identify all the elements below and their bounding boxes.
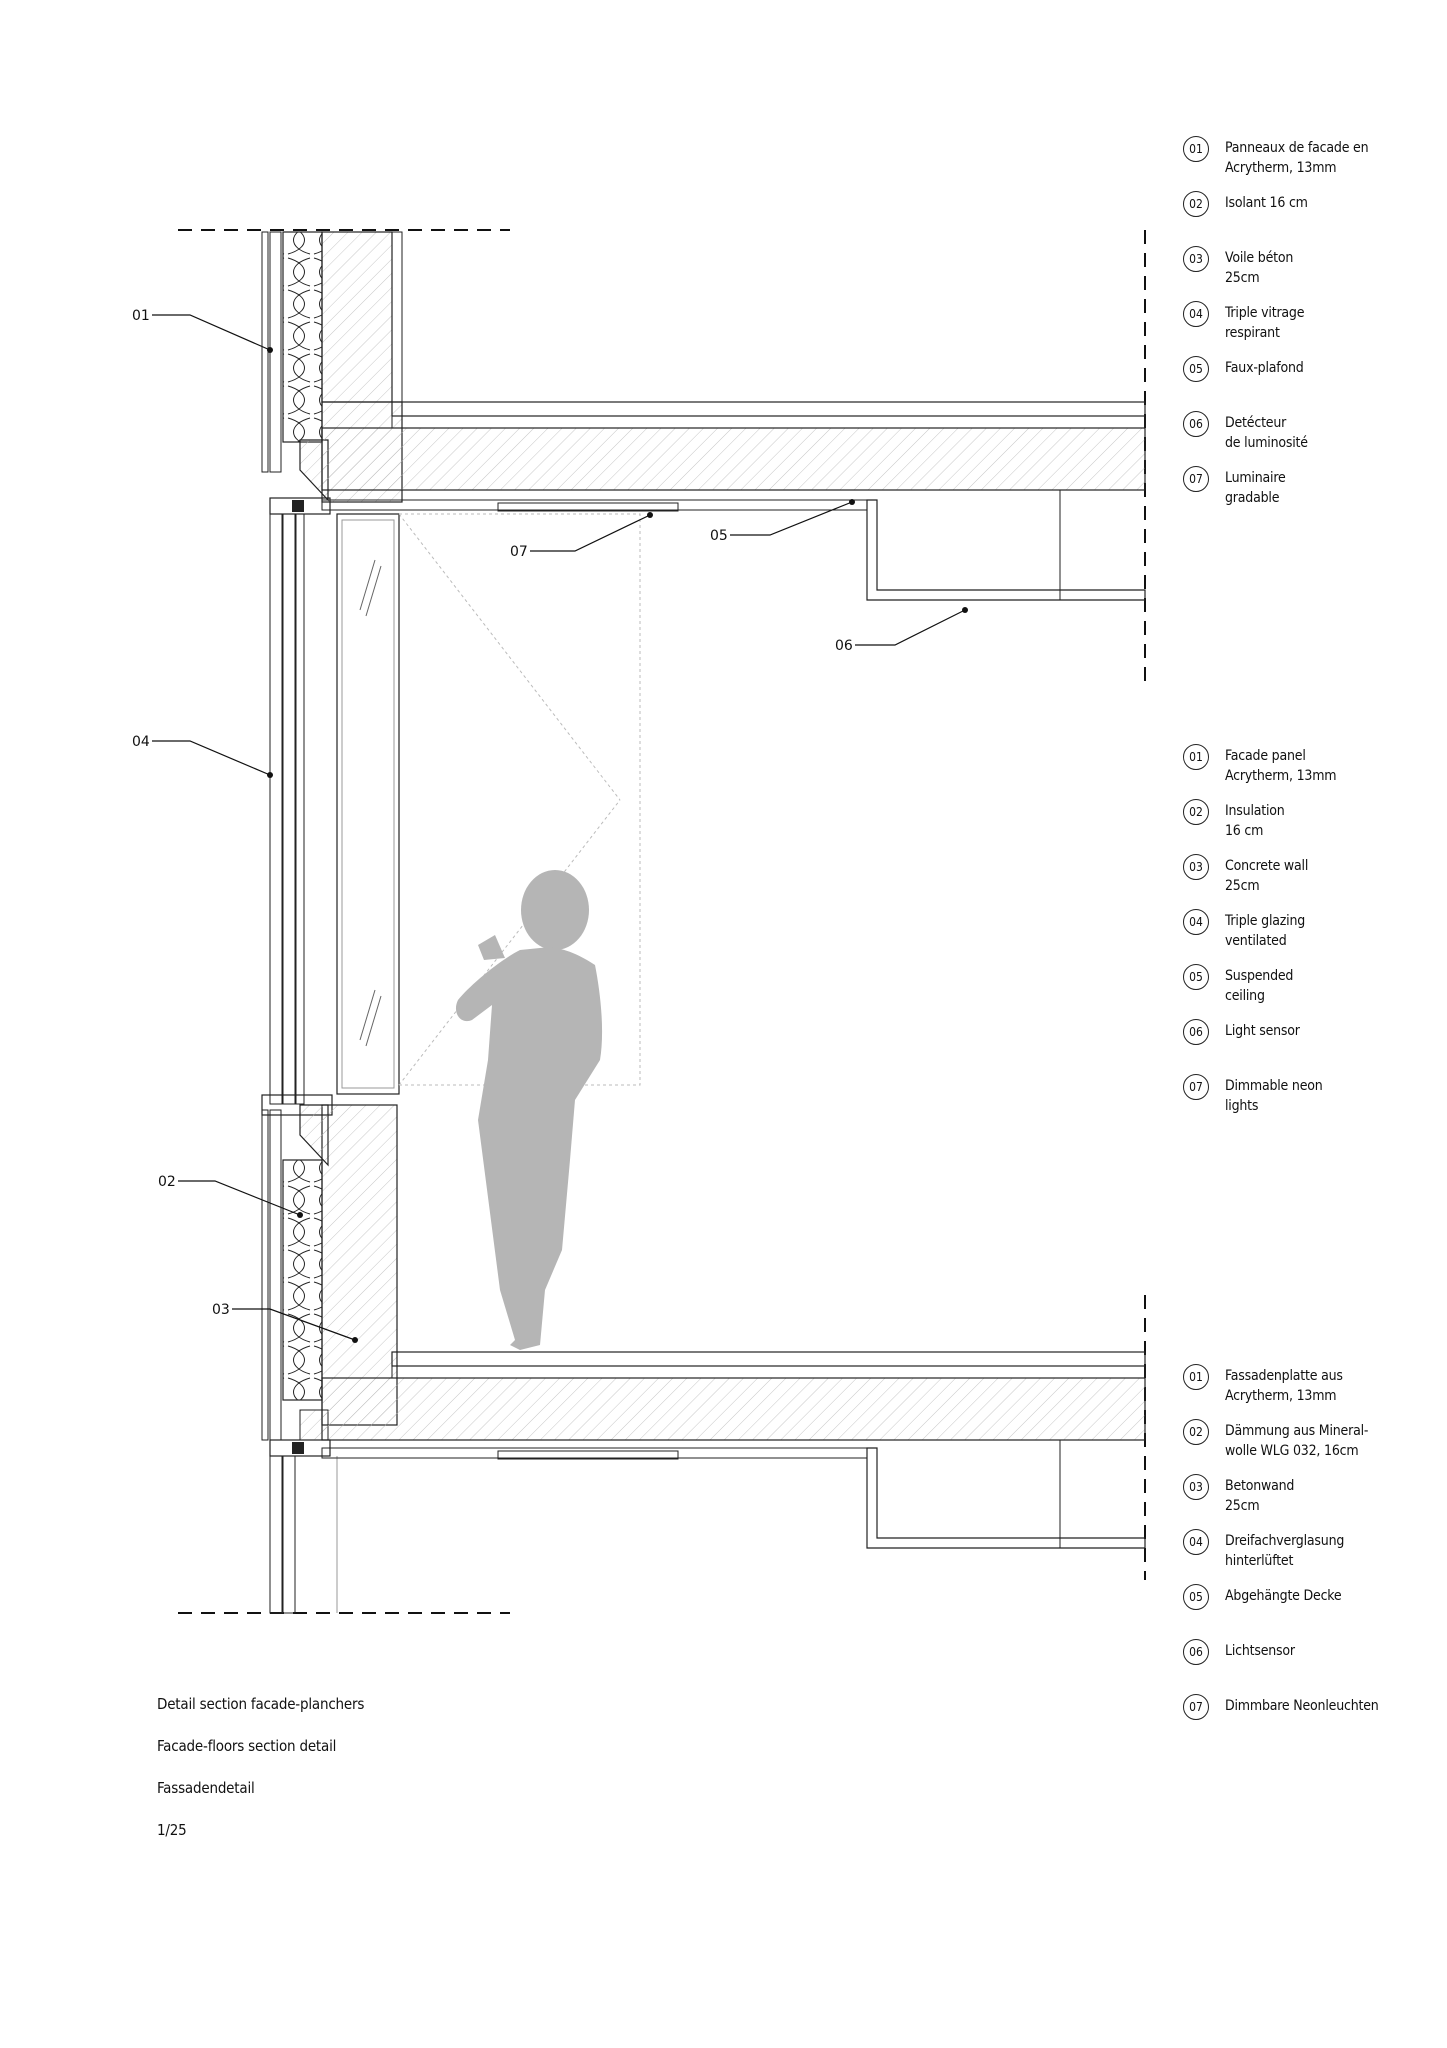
- legend-number: 04: [1183, 1529, 1209, 1555]
- legend-item: [1183, 411, 1443, 451]
- legend-item: [1183, 1019, 1443, 1059]
- lower-wall: [262, 1095, 397, 1613]
- legend-text: Detécteur de luminosité: [1225, 415, 1308, 451]
- legend-number: 01: [1183, 1364, 1209, 1390]
- legend-text: Insulation 16 cm: [1225, 803, 1285, 839]
- legend-item: [1183, 191, 1443, 231]
- legend-text: Dimmbare Neonleuchten: [1225, 1698, 1379, 1714]
- legend-text: Isolant 16 cm: [1225, 195, 1308, 211]
- caption-english: Facade-floors section detail: [157, 1737, 337, 1755]
- legend-text: Light sensor: [1225, 1023, 1300, 1039]
- legend-item: [1183, 1419, 1443, 1459]
- legend-item: [1183, 136, 1443, 176]
- legend-item: [1183, 964, 1443, 1004]
- legend-text: Faux-plafond: [1225, 360, 1304, 376]
- legend-number: 06: [1183, 1019, 1209, 1045]
- legend-item: [1183, 799, 1443, 839]
- legend-item: [1183, 1584, 1443, 1624]
- legend-text: Dämmung aus Mineral- wolle WLG 032, 16cm: [1225, 1423, 1369, 1459]
- callout-number: 05: [710, 528, 728, 544]
- callout-number: 06: [835, 638, 853, 654]
- callout-number: 07: [510, 544, 528, 560]
- legend-item: [1183, 1364, 1443, 1404]
- legend-item: [1183, 744, 1443, 784]
- legend-text: Betonwand 25cm: [1225, 1478, 1295, 1514]
- legend-number: 07: [1183, 1694, 1209, 1720]
- legend-item: [1183, 466, 1443, 506]
- legend-number: 02: [1183, 191, 1209, 217]
- legend-text: Panneaux de facade en Acrytherm, 13mm: [1225, 140, 1369, 176]
- caption-french: Detail section facade-planchers: [157, 1695, 365, 1713]
- legend-number: 05: [1183, 964, 1209, 990]
- legend-text: Voile béton 25cm: [1225, 250, 1294, 286]
- legend-text: Facade panel Acrytherm, 13mm: [1225, 748, 1337, 784]
- legend-text: Abgehängte Decke: [1225, 1588, 1342, 1604]
- legend-number: 01: [1183, 744, 1209, 770]
- callout-number: 01: [132, 308, 150, 324]
- legend-item: [1183, 1694, 1443, 1734]
- legend-text: Luminaire gradable: [1225, 470, 1286, 506]
- legend-number: 05: [1183, 356, 1209, 382]
- legend-text: Concrete wall 25cm: [1225, 858, 1309, 894]
- legend-number: 03: [1183, 854, 1209, 880]
- legend-item: [1183, 909, 1443, 949]
- legend-item: [1183, 301, 1443, 341]
- legend-number: 06: [1183, 1639, 1209, 1665]
- legend-item: [1183, 1474, 1443, 1514]
- legend-number: 03: [1183, 246, 1209, 272]
- legend-text: Fassadenplatte aus Acrytherm, 13mm: [1225, 1368, 1343, 1404]
- upper-slab: [322, 402, 1145, 600]
- callout-number: 02: [158, 1174, 176, 1190]
- legend-text: Triple vitrage respirant: [1225, 305, 1305, 341]
- legend-item: [1183, 356, 1443, 396]
- legend-text: Dreifachverglasung hinterlüftet: [1225, 1533, 1345, 1569]
- legend-item: [1183, 1529, 1443, 1569]
- legend-item: [1183, 1074, 1443, 1114]
- legend-number: 07: [1183, 1074, 1209, 1100]
- legend-number: 03: [1183, 1474, 1209, 1500]
- legend-number: 02: [1183, 1419, 1209, 1445]
- legend-text: Suspended ceiling: [1225, 968, 1294, 1004]
- legend-item: [1183, 854, 1443, 894]
- legend-number: 02: [1183, 799, 1209, 825]
- legend-number: 07: [1183, 466, 1209, 492]
- callout-number: 04: [132, 734, 150, 750]
- legend-item: [1183, 246, 1443, 286]
- legend-number: 05: [1183, 1584, 1209, 1610]
- caption-scale: 1/25: [157, 1821, 187, 1839]
- legend-number: 06: [1183, 411, 1209, 437]
- legend-number: 04: [1183, 909, 1209, 935]
- legend-number: 01: [1183, 136, 1209, 162]
- legend-text: Dimmable neon lights: [1225, 1078, 1323, 1114]
- person-silhouette: [456, 870, 602, 1350]
- legend-number: 04: [1183, 301, 1209, 327]
- legend-text: Triple glazing ventilated: [1225, 913, 1306, 949]
- caption-german: Fassadendetail: [157, 1779, 255, 1797]
- lower-slab: [322, 1352, 1145, 1548]
- callout-number: 03: [212, 1302, 230, 1318]
- legend-item: [1183, 1639, 1443, 1679]
- legend-text: Lichtsensor: [1225, 1643, 1295, 1659]
